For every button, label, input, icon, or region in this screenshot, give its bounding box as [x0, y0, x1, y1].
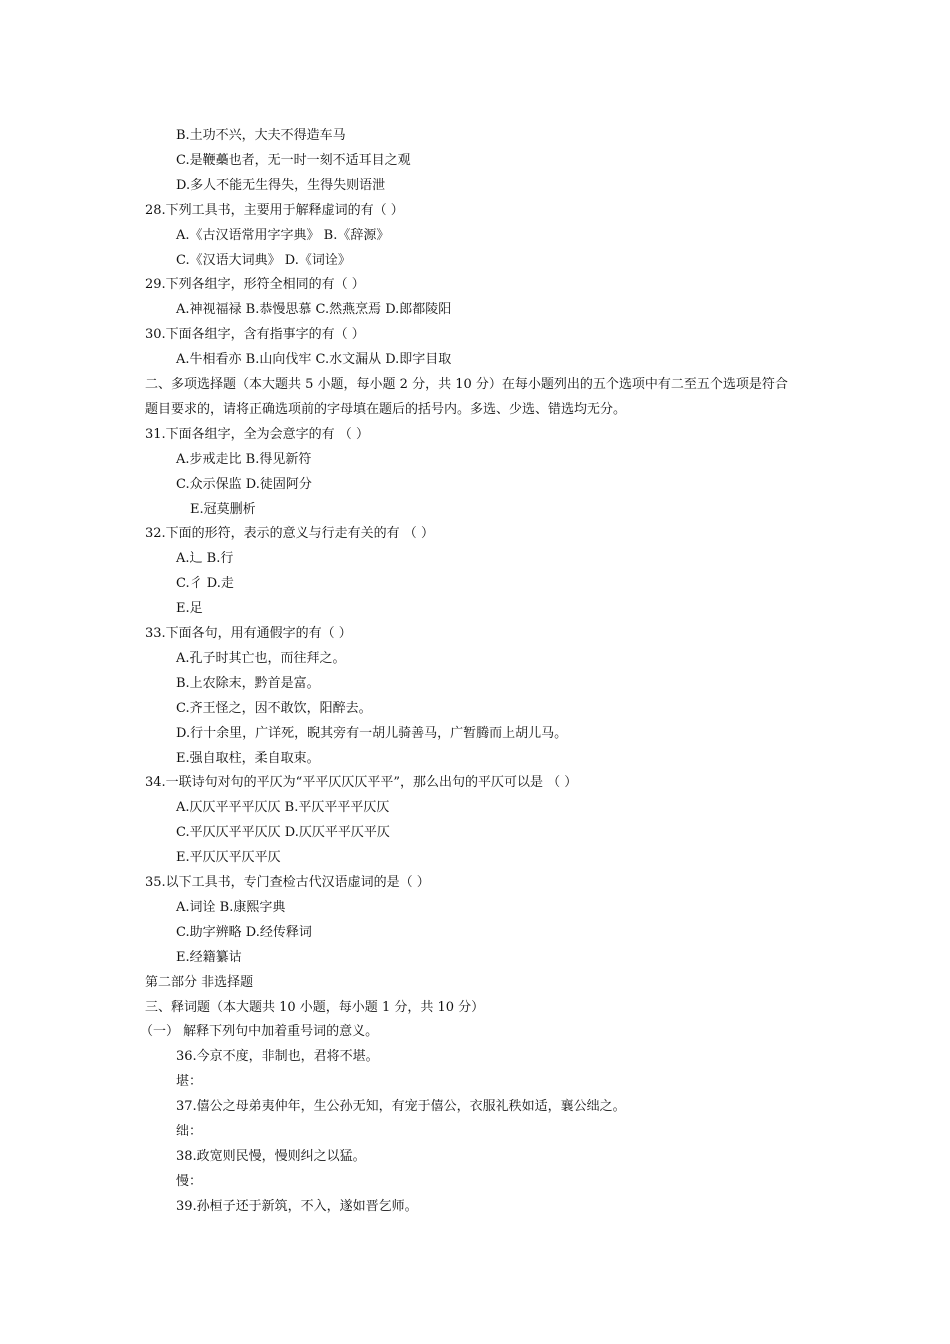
text-line: 29.下列各组字，形符全相同的有（ ）: [145, 277, 365, 293]
text-line: A.孔子时其亡也，而往拜之。: [176, 650, 346, 666]
text-line: 32.下面的形符，表示的意义与行走有关的有 （ ）: [145, 526, 434, 542]
text-line: C.是鞭蘽也者，无一时一刻不适耳目之观: [176, 152, 411, 168]
text-line: C.平仄仄平平仄仄 D.仄仄平平仄平仄: [176, 825, 390, 841]
text-line: 30.下面各组字，含有指事字的有（ ）: [145, 327, 365, 343]
text-line: A.辶 B.行: [176, 551, 234, 567]
text-line: 二、多项选择题（本大题共 5 小题，每小题 2 分，共 10 分）在每小题列出的五个选项中有二至五个选项是符合: [145, 377, 788, 392]
text-line: B.上农除末，黔首是富。: [176, 675, 320, 691]
text-line: 38.政宽则民慢，慢则纠之以猛。: [176, 1148, 366, 1164]
text-line: 39.孙桓子还于新筑，不入，遂如晋乞师。: [176, 1198, 418, 1214]
text-line: B.土功不兴，大夫不得造车马: [176, 128, 346, 143]
text-line: A.神视福禄 B.恭慢思慕 C.然燕烹焉 D.郎都陵阳: [176, 302, 452, 318]
text-line: E.经籍纂诂: [176, 949, 242, 965]
text-line: A.步戒走比 B.得见新符: [176, 451, 312, 467]
text-line: D.多人不能无生得失，生得失则语泄: [176, 177, 386, 193]
text-line: C.《汉语大词典》 D.《词诠》: [176, 252, 351, 268]
text-line: 28.下列工具书，主要用于解释虚词的有（ ）: [145, 202, 404, 218]
text-line: 堪：: [176, 1074, 203, 1090]
text-line: C.助字辨略 D.经传释词: [176, 924, 312, 940]
text-line: 34.一联诗句对句的平仄为“平平仄仄仄平平”，那么出句的平仄可以是 （ ）: [145, 775, 578, 791]
text-line: A.词诠 B.康熙字典: [176, 899, 286, 915]
text-line: 35.以下工具书，专门查检古代汉语虚词的是（ ）: [145, 875, 430, 890]
text-line: E.足: [176, 601, 203, 617]
text-line: A.仄仄平平平仄仄 B.平仄平平平仄仄: [176, 800, 390, 816]
text-line: 第二部分 非选择题: [145, 974, 254, 990]
text-line: C.众示保监 D.徒固阿分: [176, 476, 312, 492]
text-line: 慢：: [176, 1173, 203, 1189]
text-line: E.冠莫删析: [190, 501, 256, 517]
text-line: C.齐王怪之，因不敢饮，阳醉去。: [176, 700, 372, 716]
text-line: C.彳 D.走: [176, 576, 234, 592]
text-line: E.强自取柱，柔自取束。: [176, 750, 320, 766]
text-line: 33.下面各句，用有通假字的有（ ）: [145, 626, 352, 641]
text-line: A.牛相看亦 B.山向伐牢 C.水文漏从 D.即字目取: [176, 352, 452, 368]
text-line: 绌：: [176, 1124, 203, 1139]
text-line: D.行十余里，广详死，睨其旁有一胡儿骑善马，广暂腾而上胡儿马。: [176, 725, 568, 741]
text-line: A.《古汉语常用字字典》 B.《辞源》: [176, 227, 390, 243]
text-line: E.平仄仄平仄平仄: [176, 850, 281, 866]
text-line: 题目要求的，请将正确选项前的字母填在题后的括号内。多选、少选、错选均无分。: [145, 401, 627, 417]
text-line: 三、释词题（本大题共 10 小题，每小题 1 分，共 10 分）: [145, 999, 485, 1015]
text-line: 36.今京不度，非制也，君将不堪。: [176, 1049, 379, 1065]
text-line: 31.下面各组字，全为会意字的有 （ ）: [145, 426, 369, 442]
text-line: （一） 解释下列句中加着重号词的意义。: [140, 1024, 379, 1040]
text-line: 37.僖公之母弟夷仲年，生公孙无知，有宠于僖公，衣服礼秩如适，襄公绌之。: [176, 1099, 626, 1115]
